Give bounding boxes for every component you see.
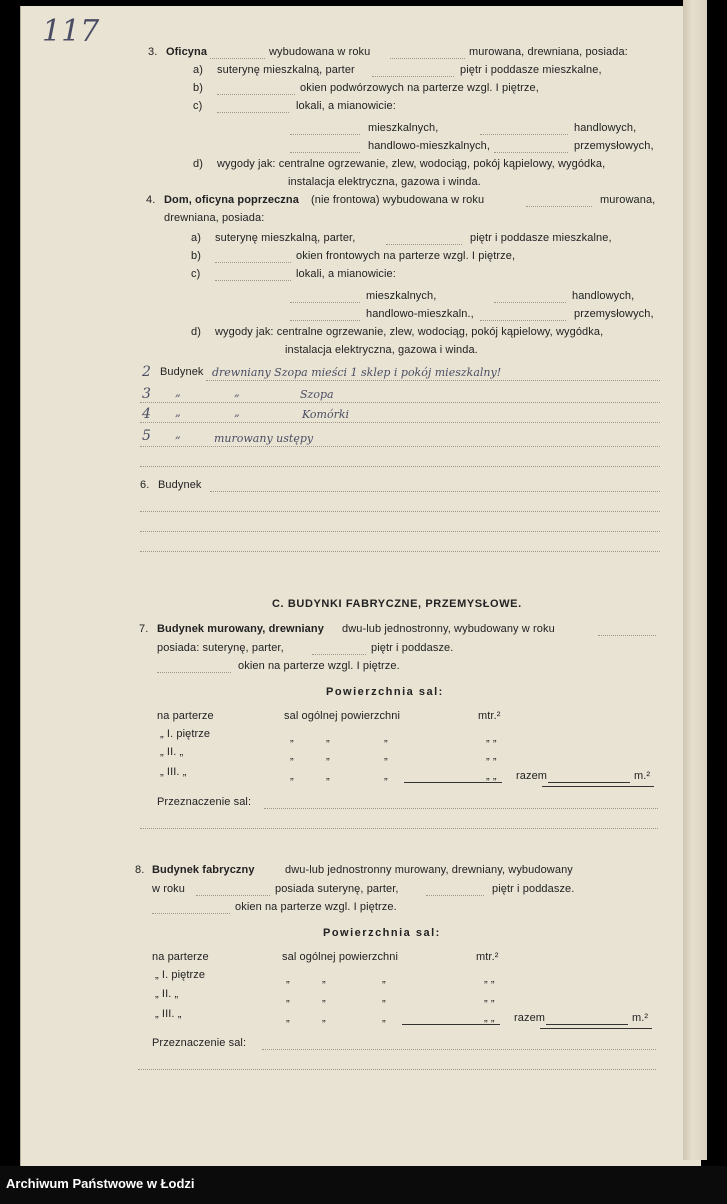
handwritten-page-number: 117 [42, 14, 100, 49]
s3-title: Oficyna [166, 46, 208, 58]
s5-ditto-mark: „ [234, 406, 240, 419]
s8-title: Budynek fabryczny [152, 864, 255, 876]
s7-ditto: „ [290, 750, 294, 762]
s5-fill-line [206, 380, 660, 381]
s5-budynek-label: Budynek [160, 366, 204, 378]
s4-a-text2: piętr i poddasze mieszkalne, [470, 232, 612, 244]
s4-line2: drewniana, posiada: [164, 212, 265, 224]
s7-number: 7. [139, 623, 149, 635]
s4-handlowo-mieszkaln: handlowo-mieszkaln., [366, 308, 474, 320]
s4-d-marker: d) [191, 326, 201, 338]
s4-a-marker: a) [191, 232, 201, 244]
s8-line2a: w roku [152, 883, 185, 895]
s8-ditto: „ [286, 1012, 290, 1024]
s5-ditto-mark: „ [234, 386, 240, 399]
s8-total-unit: m.² [632, 1012, 649, 1024]
s8-number: 8. [135, 864, 145, 876]
s8-total-line [546, 1024, 628, 1025]
s5-fill-line [140, 402, 660, 403]
s7-razem: razem [516, 770, 548, 782]
s3-fill-line [290, 152, 360, 153]
s8-unit: mtr.² [476, 951, 499, 963]
s7-powierzchnia-heading: Powierzchnia sal: [326, 686, 444, 698]
s8-ditto: „ [382, 1012, 386, 1024]
s4-title: Dom, oficyna poprzeczna [164, 194, 299, 206]
s3-d-marker: d) [193, 158, 203, 170]
s5-ditto-mark: „ [175, 428, 181, 441]
s6-fill-line [210, 491, 660, 492]
s8-fill-line [152, 913, 230, 914]
s6-fill-line [140, 531, 660, 532]
s3-fill-line [290, 134, 360, 135]
s8-ditto: „ [382, 973, 386, 985]
s7-row-3: „ III. „ [160, 766, 187, 778]
s5-ditto-mark: „ [175, 406, 181, 419]
s4-fill-line [290, 320, 360, 321]
s8-row-parter: na parterze [152, 951, 209, 963]
s5-hw-number-4: 4 [142, 406, 151, 422]
s8-ditto: „ „ [484, 973, 495, 985]
s3-fill-line [210, 58, 265, 59]
s7-ditto: „ [326, 732, 330, 744]
s4-c-marker: c) [191, 268, 201, 280]
s4-fill-line [386, 244, 462, 245]
next-page-edge [683, 0, 707, 1160]
s7-line1: dwu-lub jednostronny, wybudowany w roku [342, 623, 555, 635]
s7-ditto: „ „ [486, 770, 497, 782]
s7-total-underline [542, 786, 654, 787]
s3-line1a: wybudowana w roku [269, 46, 371, 58]
s4-line1a: (nie frontowa) wybudowana w roku [311, 194, 485, 206]
s4-d-text2: instalacja elektryczna, gazowa i winda. [285, 344, 478, 356]
s8-powierzchnia-heading: Powierzchnia sal: [323, 927, 441, 939]
s5-fill-line [140, 422, 660, 423]
s8-ditto: „ [286, 973, 290, 985]
s7-row-1: „ I. piętrze [160, 728, 211, 740]
s7-sum-line [404, 782, 502, 783]
s4-d-text: wygody jak: centralne ogrzewanie, zlew, wodociąg, pokój kąpielowy, wygódka, [215, 326, 604, 338]
s8-row-3: „ III. „ [155, 1008, 182, 1020]
s3-fill-line [372, 76, 454, 77]
s8-ditto: „ [322, 992, 326, 1004]
s8-fill-line [426, 895, 484, 896]
s3-b-marker: b) [193, 82, 203, 94]
s8-przeznaczenie: Przeznaczenie sal: [152, 1037, 247, 1049]
s7-row-2: „ II. „ [160, 746, 184, 758]
s7-ditto: „ [326, 750, 330, 762]
s3-d-text2: instalacja elektryczna, gazowa i winda. [288, 176, 481, 188]
s4-fill-line [526, 206, 592, 207]
s5-handwritten-entry-3: Szopa [300, 388, 334, 401]
s5-handwritten-entry: drewniany Szopa mieści 1 sklep i pokój mieszkalny! [212, 366, 502, 379]
s8-line1: dwu-lub jednostronny murowany, drewniany, wybudowany [285, 864, 573, 876]
s3-line1b: murowana, drewniana, posiada: [469, 46, 628, 58]
s8-row-1: „ I. piętrze [155, 969, 206, 981]
s4-fill-line [215, 262, 291, 263]
s4-c-text: lokali, a mianowicie: [296, 268, 396, 280]
s3-c-marker: c) [193, 100, 203, 112]
s7-col-header: sal ogólnej powierzchni [284, 710, 401, 722]
s7-line3: okien na parterze wzgl. I piętrze. [238, 660, 400, 672]
s4-przemyslowych: przemysłowych, [574, 308, 654, 320]
s8-ditto: „ „ [484, 992, 495, 1004]
s7-line2a: posiada: suterynę, parter, [157, 642, 284, 654]
s7-fill-line [140, 828, 658, 829]
s4-b-text: okien frontowych na parterze wzgl. I piętrze, [296, 250, 516, 262]
s4-number: 4. [146, 194, 156, 206]
s4-fill-line [290, 302, 360, 303]
s6-fill-line [140, 551, 660, 552]
s3-handlowych: handlowych, [574, 122, 637, 134]
s7-title: Budynek murowany, drewniany [157, 623, 324, 635]
s8-fill-line [138, 1069, 656, 1070]
s7-total-unit: m.² [634, 770, 651, 782]
s3-fill-line [217, 94, 295, 95]
s4-a-text: suterynę mieszkalną, parter, [215, 232, 356, 244]
s5-handwritten-entry-5: murowany ustępy [214, 432, 314, 445]
s8-col-header: sal ogólnej powierzchni [282, 951, 399, 963]
s8-fill-line [262, 1049, 656, 1050]
s3-c-text: lokali, a mianowicie: [296, 100, 396, 112]
s7-unit: mtr.² [478, 710, 501, 722]
s8-ditto: „ [322, 1012, 326, 1024]
s7-ditto: „ [326, 770, 330, 782]
s7-fill-line [157, 672, 231, 673]
s7-fill-line [598, 635, 656, 636]
s3-mieszkalnych: mieszkalnych, [368, 122, 439, 134]
s4-fill-line [480, 320, 566, 321]
s8-total-underline [540, 1028, 652, 1029]
s5-hw-number-3: 3 [142, 386, 151, 402]
s3-a-text2: piętr i poddasze mieszkalne, [460, 64, 602, 76]
section-c-heading: C. BUDYNKI FABRYCZNE, PRZEMYSŁOWE. [272, 598, 522, 610]
s7-fill-line [264, 808, 658, 809]
s7-fill-line [312, 654, 366, 655]
s6-number: 6. [140, 479, 150, 491]
s8-ditto: „ [286, 992, 290, 1004]
s4-fill-line [494, 302, 566, 303]
s6-fill-line [140, 511, 660, 512]
s5-fill-line [140, 466, 660, 467]
s7-ditto: „ [384, 732, 388, 744]
s5-fill-line [140, 446, 660, 447]
s3-handlowo-mieszkalnych: handlowo-mieszkalnych, [368, 140, 491, 152]
s8-line2c: piętr i poddasze. [492, 883, 575, 895]
s7-ditto: „ „ [486, 732, 497, 744]
s8-line2b: posiada suterynę, parter, [275, 883, 399, 895]
s4-fill-line [215, 280, 291, 281]
s5-hw-number-2: 2 [142, 364, 151, 380]
s7-total-line [548, 782, 630, 783]
s3-a-text: suterynę mieszkalną, parter [217, 64, 355, 76]
s4-b-marker: b) [191, 250, 201, 262]
s8-sum-line [402, 1024, 500, 1025]
s8-line3: okien na parterze wzgl. I piętrze. [235, 901, 397, 913]
s3-przemyslowych: przemysłowych, [574, 140, 654, 152]
s3-b-text: okien podwórzowych na parterze wzgl. I piętrze, [300, 82, 539, 94]
s8-ditto: „ „ [484, 1012, 495, 1024]
s3-d-text: wygody jak: centralne ogrzewanie, zlew, wodociąg, pokój kąpielowy, wygódka, [217, 158, 606, 170]
s8-fill-line [196, 895, 270, 896]
s8-razem: razem [514, 1012, 546, 1024]
s3-fill-line [480, 134, 568, 135]
s8-ditto: „ [382, 992, 386, 1004]
s7-przeznaczenie: Przeznaczenie sal: [157, 796, 252, 808]
s7-ditto: „ [384, 750, 388, 762]
s5-ditto-mark: „ [175, 386, 181, 399]
s4-line1b: murowana, [600, 194, 656, 206]
s3-number: 3. [148, 46, 158, 58]
s3-fill-line [494, 152, 568, 153]
s6-budynek-label: Budynek [158, 479, 202, 491]
s7-line2b: piętr i poddasze. [371, 642, 454, 654]
s5-hw-number-5: 5 [142, 428, 151, 444]
s7-row-parter: na parterze [157, 710, 214, 722]
s5-handwritten-entry-4: Komórki [302, 408, 350, 421]
s3-a-marker: a) [193, 64, 203, 76]
s3-fill-line [217, 112, 289, 113]
s4-handlowych: handlowych, [572, 290, 635, 302]
s7-ditto: „ [384, 770, 388, 782]
s3-fill-line [390, 58, 465, 59]
s8-ditto: „ [322, 973, 326, 985]
archive-name: Archiwum Państwowe w Łodzi [6, 1176, 195, 1191]
s8-row-2: „ II. „ [155, 988, 179, 1000]
s7-ditto: „ „ [486, 750, 497, 762]
s7-ditto: „ [290, 770, 294, 782]
s7-ditto: „ [290, 732, 294, 744]
archive-footer-bar [0, 1166, 727, 1204]
s4-mieszkalnych: mieszkalnych, [366, 290, 437, 302]
